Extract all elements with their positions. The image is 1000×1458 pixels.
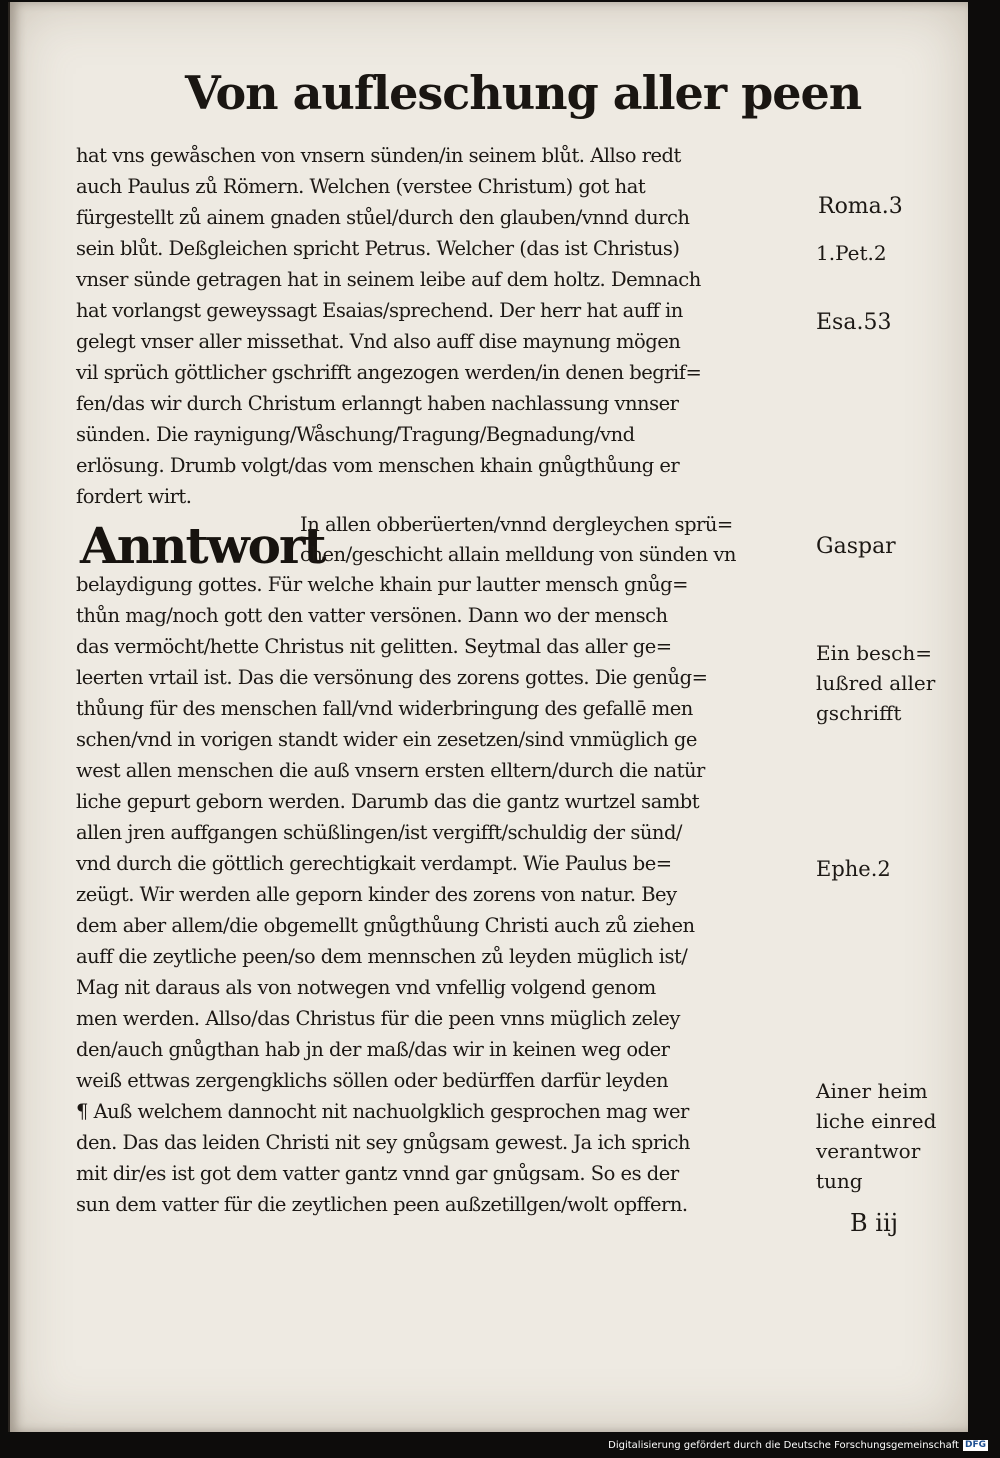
text-line: thůn mag/noch gott den vatter versönen. Dann wo der mensch [76, 604, 668, 627]
text-line: den. Das das leiden Christi nit sey gnůgsam gewest. Ja ich sprich [76, 1131, 690, 1154]
text-line: allen jren auffgangen schüßlingen/ist vergifft/schuldig der sünd/ [76, 821, 683, 844]
text-line: Mag nit daraus als von notwegen vnd vnfellig volgend genom [76, 976, 656, 999]
text-line: schen/vnd in vorigen standt wider ein zesetzen/sind vnmüglich ge [76, 728, 697, 751]
text-line: liche gepurt geborn werden. Darumb das die gantz wurtzel sambt [76, 790, 700, 813]
text-line: west allen menschen die auß vnsern ersten elltern/durch die natür [76, 759, 705, 782]
text-line: mit dir/es ist got dem vatter gantz vnnd gar gnůgsam. So es der [76, 1162, 679, 1185]
page-signature: B iij [850, 1209, 899, 1237]
text-line: leerten vrtail ist. Das die versönung des zorens gottes. Die genůg= [76, 666, 708, 689]
text-line: das vermöcht/hette Christus nit gelitten. Seytmal das aller ge= [76, 635, 672, 658]
answer-heading: Anntwort [80, 516, 325, 575]
text-line: men werden. Allso/das Christus für die peen vnns müglich zeley [76, 1007, 680, 1030]
margin-note-esa: Esa.53 [816, 310, 892, 335]
text-line: hat vns gewåschen von vnsern sünden/in seinem blůt. Allso redt [76, 144, 681, 167]
margin-note-einred-4: tung [816, 1169, 863, 1193]
text-line: erlösung. Drumb volgt/das vom menschen khain gnůgthůung er [76, 454, 680, 477]
margin-note-einred-3: verantwor [816, 1139, 921, 1163]
text-line: dem aber allem/die obgemellt gnůgthůung Christi auch zů ziehen [76, 914, 695, 937]
margin-note-beschlus-2: lußred aller [816, 671, 936, 695]
text-line: sünden. Die raynigung/Wåschung/Tragung/Begnadung/vnd [76, 423, 635, 446]
margin-note-beschlus-3: gschrifft [816, 701, 902, 725]
margin-note-gaspar: Gaspar [816, 534, 896, 559]
text-line: den/auch gnůgthan hab jn der maß/das wir in keinen weg oder [76, 1038, 670, 1061]
text-line: zeügt. Wir werden alle geporn kinder des zorens von natur. Bey [76, 883, 677, 906]
text-line: ¶ Auß welchem dannocht nit nachuolgklich gesprochen mag wer [76, 1100, 689, 1123]
text-line: thůung für des menschen fall/vnd widerbringung des gefallē men [76, 697, 693, 720]
text-line: hat vorlangst geweyssagt Esaias/sprechend. Der herr hat auff in [76, 299, 683, 322]
text-line: weiß ettwas zergengklichs söllen oder bedürffen darfür leyden [76, 1069, 669, 1092]
text-line: gelegt vnser aller missethat. Vnd also auff dise maynung mögen [76, 330, 681, 353]
text-line: belaydigung gottes. Für welche khain pur lautter mensch gnůg= [76, 573, 688, 596]
text-line: auch Paulus zů Römern. Welchen (verstee Christum) got hat [76, 175, 646, 198]
text-line: auff die zeytliche peen/so dem mennschen zů leyden müglich ist/ [76, 945, 688, 968]
margin-note-beschlus-1: Ein besch= [816, 641, 932, 665]
page-heading: Von aufleschung aller peen [185, 66, 862, 120]
margin-note-roma: Roma.3 [818, 194, 903, 219]
text-line: chen/geschicht allain melldung von sünden vn [300, 543, 736, 566]
text-line: sun dem vatter für die zeytlichen peen außzetillgen/wolt opffern. [76, 1193, 688, 1216]
margin-note-pet: 1.Pet.2 [816, 241, 887, 265]
text-line: fordert wirt. [76, 485, 192, 508]
margin-note-einred-1: Ainer heim [816, 1079, 928, 1103]
text-line: fürgestellt zů ainem gnaden stůel/durch den glauben/vnnd durch [76, 206, 690, 229]
margin-note-einred-2: liche einred [816, 1109, 937, 1133]
funding-credit [608, 1440, 988, 1451]
dfg-logo: DFG [964, 1440, 986, 1450]
text-line: fen/das wir durch Christum erlanngt haben nachlassung vnnser [76, 392, 679, 415]
margin-note-ephe: Ephe.2 [816, 857, 891, 881]
text-line: vnser sünde getragen hat in seinem leibe auf dem holtz. Demnach [76, 268, 701, 291]
funding-credit-text: Digitalisierung gefördert durch die Deutsche Forschungsgemeinschaft [608, 1440, 959, 1451]
text-line: vil sprüch göttlicher gschrifft angezogen werden/in denen begrif= [76, 361, 702, 384]
text-line: In allen obberüerten/vnnd dergleychen sprü= [300, 513, 733, 536]
text-line: vnd durch die göttlich gerechtigkait verdampt. Wie Paulus be= [76, 852, 672, 875]
book-page [8, 2, 968, 1432]
text-line: sein blůt. Deßgleichen spricht Petrus. Welcher (das ist Christus) [76, 237, 680, 260]
